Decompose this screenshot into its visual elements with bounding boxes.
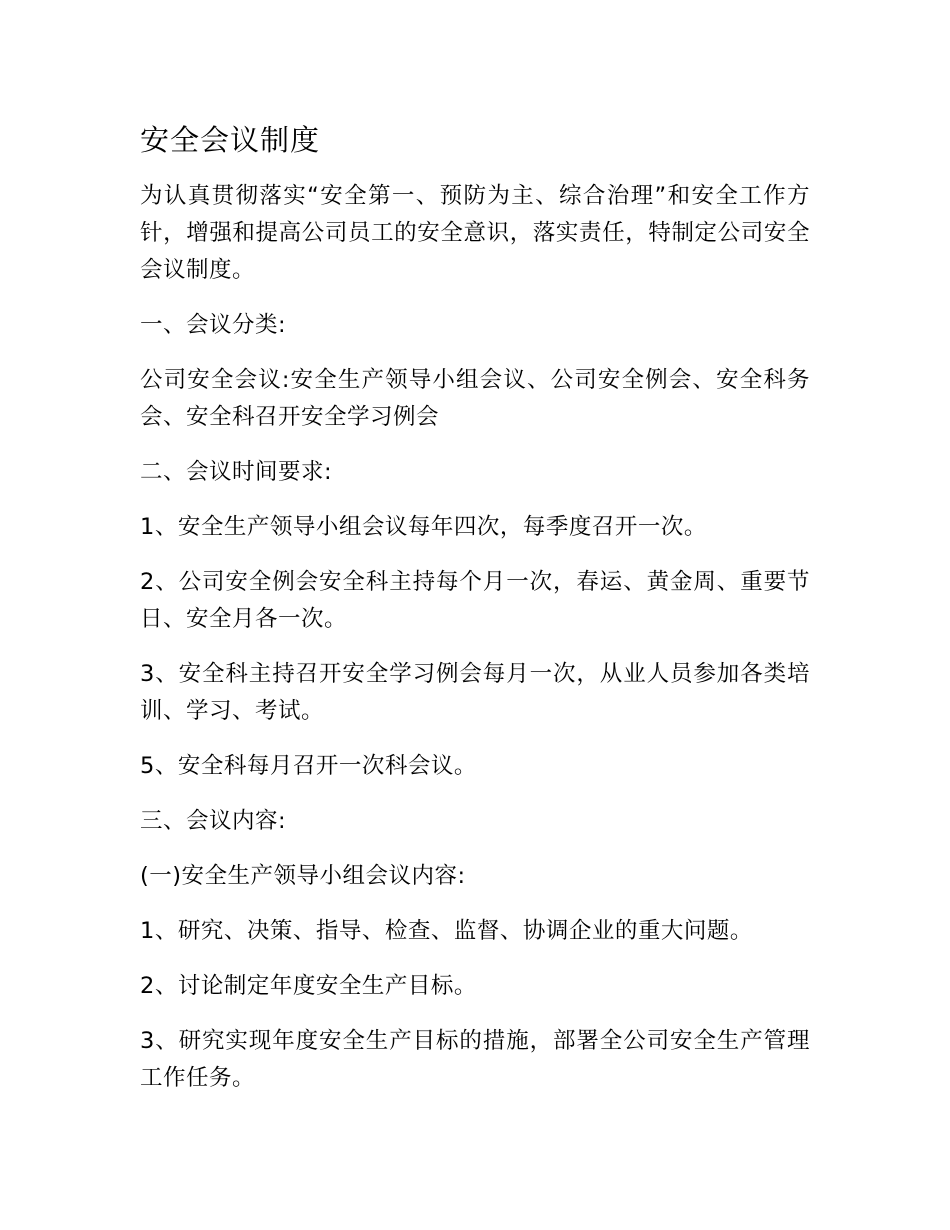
list-item: 3、研究实现年度安全生产目标的措施，部署全公司安全生产管理工作任务。 — [140, 1028, 810, 1091]
list-item: 3、安全科主持召开安全学习例会每月一次，从业人员参加各类培训、学习、考试。 — [140, 661, 810, 724]
list-item: 1、安全生产领导小组会议每年四次，每季度召开一次。 — [140, 514, 707, 540]
document-title: 安全会议制度 — [140, 123, 321, 157]
list-item: 1、研究、决策、指导、检查、监督、协调企业的重大问题。 — [140, 918, 753, 944]
list-item: 2、公司安全例会安全科主持每个月一次，春运、黄金周、重要节日、安全月各一次。 — [140, 569, 810, 632]
intro-paragraph: 为认真贯彻落实“安全第一、预防为主、综合治理”和安全工作方针，增强和提高公司员工的安全意识，落实责任，特制定公司安全会议制度。 — [140, 183, 810, 283]
document-page — [140, 118, 810, 1115]
section-heading-meeting-content: 三、会议内容: — [140, 808, 287, 834]
section-heading-meeting-time: 二、会议时间要求: — [140, 459, 333, 485]
list-item: 2、讨论制定年度安全生产目标。 — [140, 973, 477, 999]
section-heading-meeting-types: 一、会议分类: — [140, 312, 287, 338]
subsection-heading-leadership-meeting: (一)安全生产领导小组会议内容: — [140, 863, 466, 889]
list-item: 5、安全科每月召开一次科会议。 — [140, 753, 477, 779]
meeting-types-paragraph: 公司安全会议:安全生产领导小组会议、公司安全例会、安全科务会、安全科召开安全学习例会 — [140, 367, 810, 430]
